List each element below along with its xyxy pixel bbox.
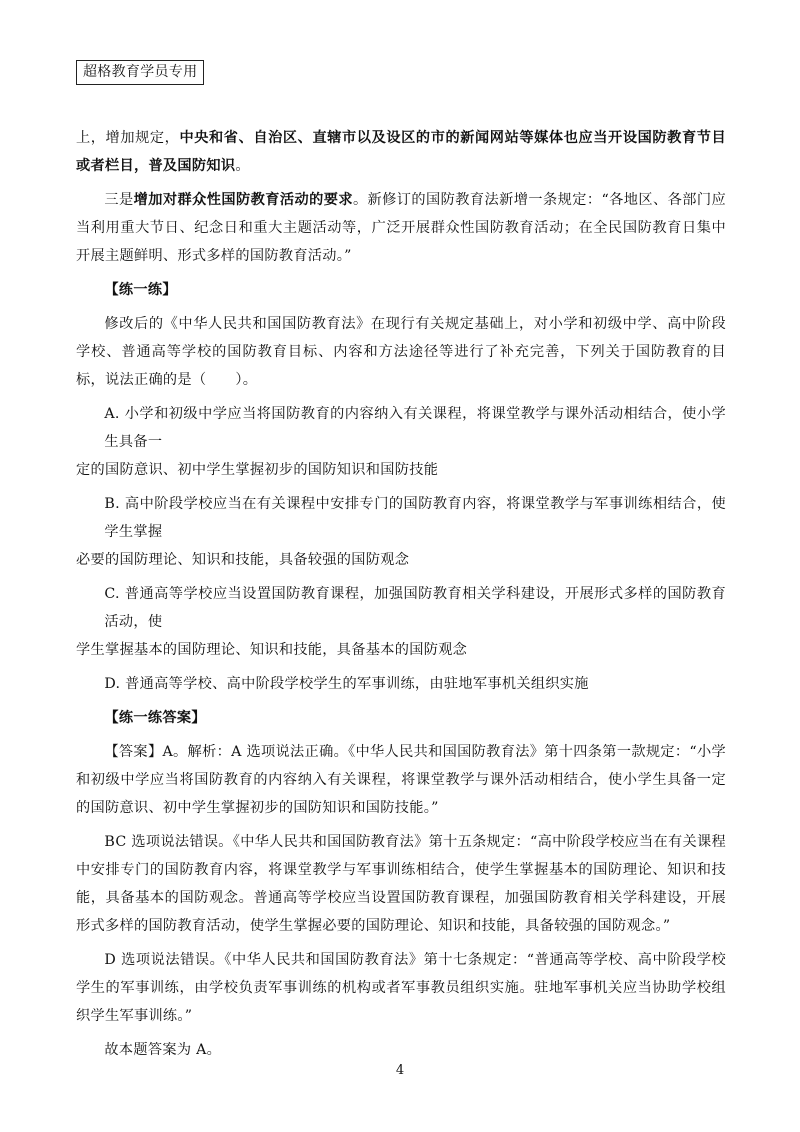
option-c-line1: C. 普通高等学校应当设置国防教育课程，加强国防教育相关学科建设，开展形式多样的国防教育活动，使	[104, 586, 726, 630]
answer-conclusion: 故本题答案为 A。	[104, 1042, 222, 1058]
document-body	[76, 124, 726, 1070]
continuation-paragraph	[76, 124, 726, 180]
option-b	[76, 490, 726, 574]
option-a-line1: A. 小学和初级中学应当将国防教育的内容纳入有关课程，将课堂教学与课外活动相结合，使小学生具备一	[104, 406, 726, 450]
continuation-bold: 中央和省、自治区、直辖市以及设区的市的新闻网站等媒体也应当开设国防教育节目或者栏目，普及国防知识	[76, 130, 726, 174]
option-b-line2: 必要的国防理论、知识和技能，具备较强的国防观念	[76, 552, 410, 568]
answer-paragraph-d: D 选项说法错误。《中华人民共和国国防教育法》第十七条规定：“普通高等学校、高中阶段学校学生的军事训练，由学校负责军事训练的机构或者军事教员组织实施。驻地军事机关应当协助学校组织学生军事训练。”	[76, 952, 726, 1024]
point-three-lead: 三是	[104, 192, 134, 208]
answer-heading: 【练一练答案】	[104, 710, 206, 726]
practice-heading: 【练一练】	[104, 282, 177, 298]
practice-question: 修改后的《中华人民共和国国防教育法》在现行有关规定基础上，对小学和初级中学、高中阶段学校、普通高等学校的国防教育目标、内容和方法途径等进行了补充完善，下列关于国防教育的目标，说法正确的是（ ）。	[76, 316, 726, 388]
option-a	[76, 400, 726, 484]
answer-explanation-a: 。解析：A 选项说法正确。《中华人民共和国国防教育法》第十四条第一款规定：“小学和初级中学应当将国防教育的内容纳入有关课程，将课堂教学与课外活动相结合，使小学生具备一定的国防意识、初中学生掌握初步的国防知识和国防技能。”	[76, 744, 726, 816]
option-c	[76, 580, 726, 664]
option-d	[76, 670, 726, 698]
point-three-tail: 。新修订的国防教育法新增一条规定：“各地区、各部门应当利用重大节日、纪念日和重大主题活动等，广泛开展群众性国防教育活动；在全民国防教育日集中开展主题鲜明、形式多样的国防教育活动。”	[76, 192, 726, 264]
option-a-line2: 定的国防意识、初中学生掌握初步的国防知识和国防技能	[76, 462, 439, 478]
continuation-tail: 。	[235, 158, 250, 174]
answer-paragraph-bc: BC 选项说法错误。《中华人民共和国国防教育法》第十五条规定：“高中阶段学校应当在有关课程中安排专门的国防教育内容，将课堂教学与军事训练相结合，使学生掌握基本的国防理论、知识和技能，具备基本的国防观念。普通高等学校应当设置国防教育课程，加强国防教育相关学科建设，开展形式多样的国防教育活动，使学生掌握必要的国防理论、知识和技能，具备较强的国防观念。”	[76, 834, 726, 934]
option-d-line1: D. 普通高等学校、高中阶段学校学生的军事训练，由驻地军事机关组织实施	[104, 676, 589, 692]
option-c-line2: 学生掌握基本的国防理论、知识和技能，具备基本的国防观念	[76, 642, 468, 658]
answer-paragraph-a	[76, 738, 726, 822]
point-three-paragraph	[76, 186, 726, 270]
answer-label: 【答案】A	[104, 744, 174, 760]
option-b-line1: B. 高中阶段学校应当在有关课程中安排专门的国防教育内容，将课堂教学与军事训练相结合，使学生掌握	[104, 496, 726, 540]
point-three-bold: 增加对群众性国防教育活动的要求	[133, 192, 353, 208]
page-number: 4	[395, 1063, 405, 1078]
header-stamp: 超格教育学员专用	[76, 60, 204, 85]
continuation-lead: 上，增加规定，	[76, 130, 180, 146]
